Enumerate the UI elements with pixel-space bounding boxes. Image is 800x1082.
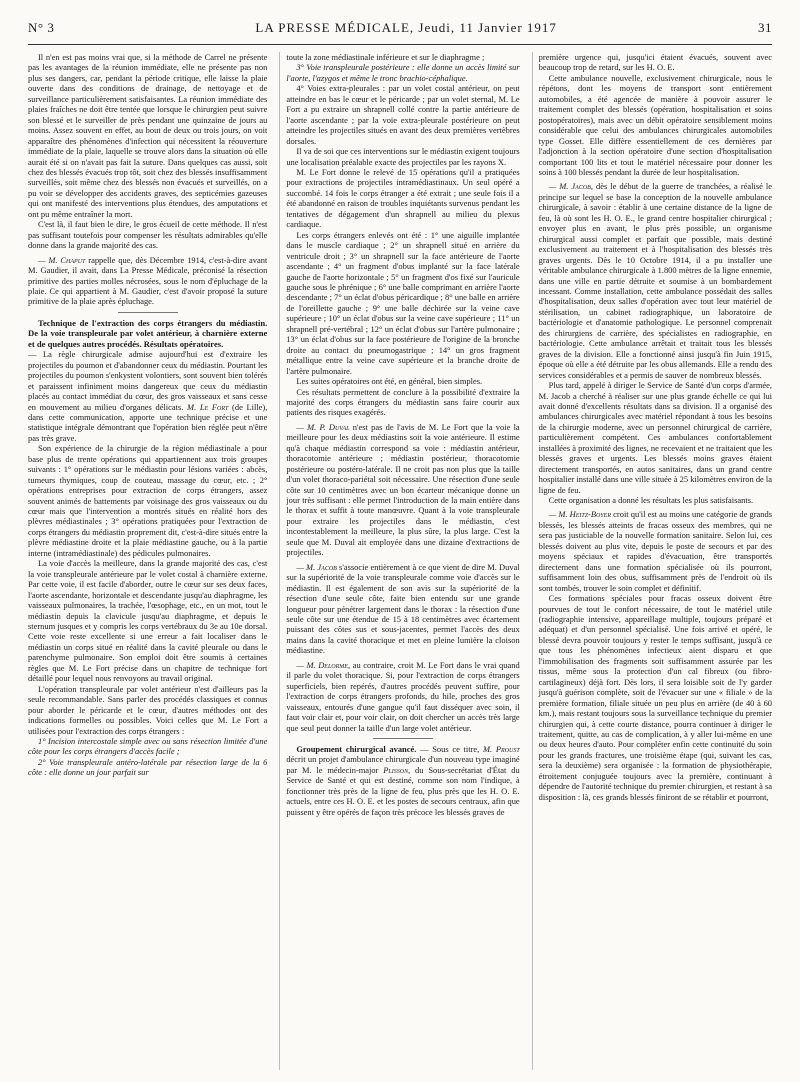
paragraph: Son expérience de la chirurgie de la région médiastinale a pour base plus de trente opérations qui appartiennent aux trois groupes suivants : 1° opérations sur le médiastin pour lésions variées : abcès, tumeurs thymiques, coup de couteau, massage du cœur, etc. ; 2° opérations entreprises pour extraction de corps étrangers, assez souvent animés de battements par voisinage des gros vaisseaux ou du cœur mais que l'intervention a montrés situés en réalité hors des plèvres médiastinales ; 3° opérations pratiquées pour l'extraction de corps étrangers du médiastin proprement dit, c'est-à-dire situés entre la plèvre médiastine droite et la plaie médiastine gauche, ou à la partie interne (intramédiastinale) des pédicules pulmonaires. bbox=[28, 443, 268, 558]
paragraph: Les corps étrangers enlevés ont été : 1° une aiguille implantée dans le muscle cardiaque ; 2° un shrapnell situé en arrière du ventricule droit ; 3° un shrapnell sur la face antérieure de l'aorte ascendante ; 4° un fragment d'obus implanté sur la face latérale gauche de l'aorte horizontale ; 5° un fragment d'os fixé sur l'auricule gauche sous le phrénique ; 6° une balle comprimant en arrière l'aorte descendante ; 7° un éclat d'obus péricardique ; 8° une balle en arrière de l'oreillette gauche ; 9° une balle déchirée sur la veine cave supérieure ; 10° un éclat d'obus sur la veine cave supérieure ; 11° un shrapnell pré-vertébral ; 12° un éclat d'obus sur l'artère pulmonaire ; 13° un éclat d'obus sur la face postérieure de l'origine de la bronche droite au contact du pneumogastrique ; 14° un gros fragment métallique entre la veine cave supérieure et la branche droite de l'artère pulmonaire. bbox=[286, 229, 520, 376]
speaker-name: — M. Heitz-Boyer bbox=[548, 509, 612, 520]
section-divider bbox=[373, 738, 433, 739]
paragraph: première urgence qui, jusqu'ici étaient évacués, souvent avec beaucoup trop de retard, sur les H. O. E. bbox=[538, 52, 773, 73]
speaker-name: — M. Chaput bbox=[38, 254, 86, 265]
list-item: 3° Voie transpleurale postérieure : elle donne un accès limité sur l'aorte, l'azygos et même le tronc brachio-céphalique. bbox=[286, 62, 520, 83]
column-2 bbox=[279, 52, 519, 1070]
section-heading bbox=[28, 318, 267, 349]
speaker-name: — M. Delorme, bbox=[296, 659, 351, 670]
paragraph-text: — Sous ce titre, bbox=[416, 744, 483, 754]
paragraph: Ces formations spéciales pour fracas osseux doivent être pourvues de tout le confort nécessaire, de tout le matériel utile (radiographie intensive, appareillage multiple, toujours préparé et adéquat) et d'un personnel spécialisé. Une fois arrivé et opéré, le blessé devra pouvoir toujours y rester le temps suffisant, jusqu'à ce que tous les phénomènes infectieux aient disparu et que l'immobilisation des fragments soit suffisamment assurée par les tissus, même sous la protection d'un cal fibreux (ou fibro-cartilagineux) déjà fort. Dès lors, il sera loisible soit de l'y garder jusqu'à guérison complète, soit de l'évacuer sur une « filiale » de la première formation, filiale située un peu plus en arrière (de 40 à 60 km.), mais restant toujours sous la surveillance technique du premier chirurgien qui, à cette courte distance, pourra continuer à diriger le traitement, quitte, au cas de complication, à y aller lui-même en une ou deux heures d'auto. Pour compléter enfin cette continuité du soin pour les grands fractures, une troisième étape (qui, suivant les cas, sera la deuxième) sera organisée : la formation de physiothérapie, étroitement conjuguée toujours avec la première, continuant à dépendre de l'autorité technique du premier chirurgien, et restant à sa disposition : là, ces grands blessés finiront de se rétablir et pourront, bbox=[538, 593, 773, 802]
paragraph-text: n'est pas de l'avis de M. Le Fort que la voie la meilleure pour les deux médiastins soit la voie antérieure. Il estime qu'à chaque médiastin correspond sa voie : médiastin antérieur, thoracotomie antérieure ; médiastin postérieur, thoracotomie postérieure ou postéro-latérale. Il ne croit pas non plus que la taille d'un volet thoraco-pariétal soit nécessaire. Une résection d'une seule côte sur 10 centimètres avec un bon écarteur mécanique donne un jour très suffisant : elle permet l'introduction de la main entière dans le thorax et suffit à toute manœuvre. Quant à la voie transpleurale pour extraire les projectiles dans le médiastin, c'est incontestablement la meilleure, la plus sûre, la plus large. C'est la seule que M. Duval ait employée dans une dizaine d'extractions de projectiles. bbox=[286, 421, 520, 558]
paragraph: Ces résultats permettent de conclure à la possibilité d'extraire la majorité des corps étrangers du médiastin sans faire courir aux patients des risques exagérés. bbox=[286, 386, 520, 418]
page-header bbox=[28, 20, 772, 42]
paragraph bbox=[28, 349, 267, 443]
heading-text: Technique de l'extraction des corps étrangers du médiastin. De la voie transpleurale par volet antérieur, à charnière externe et de quelques autres procédés. Résultats opératoires. bbox=[28, 317, 268, 349]
list-item: 2° Voie transpleurale antéro-latérale par résection large de la 6 côte : elle donne un jour parfait sur bbox=[28, 756, 268, 778]
list-item: 4° Voies extra-pleurales : par un volet costal antérieur, on peut atteindre en bas le cœur et le péricarde ; par un volet sternal, M. Le Fort a pu extraire un shrapnell collé contre la partie antérieure de l'aorte ascendante ; par la voie extra-pleurale postérieure on peut atteindre les projectiles situés en avant des deux premières vertèbres dorsales. bbox=[286, 83, 520, 146]
paragraph: La voie d'accès la meilleure, dans la grande majorité des cas, c'est la voie transpleurale antérieure par le volet costal à charnière externe. Par cette voie, il est facile d'aborder, outre le cœur sur ses deux faces, l'aorte ascendante, horizontale et descendante jusqu'au diaphragme, les vaisseaux pulmonaires, la trachée, l'œsophage, etc., en un mot, tout le médiastin depuis la clavicule jusqu'au diaphragme, et depuis le sternum jusques et y compris les corps vertébraux du 3e au 10e dorsal. Cette voie reste excellente si une erreur a fait localiser dans le médiastin un corps situé en réalité dans la cavité pleurale ou dans le parenchyme pulmonaire. Son emploi doit être soumis à certaines règles que M. Le Fort précise dans un chapitre de technique fort détaillé pour lequel nous renvoyons au travail original. bbox=[28, 558, 268, 684]
speaker-name: — M. Jacob bbox=[296, 561, 337, 572]
speaker-name: — M. P. Duval bbox=[296, 421, 350, 432]
paragraph: C'est là, il faut bien le dire, le gros écueil de cette méthode. Il n'est pas suffisant toutefois pour compenser les résultats admirables qu'elle donne dans la grande majorité des cas. bbox=[28, 219, 268, 251]
column-1 bbox=[28, 52, 267, 1070]
paragraph-text: — La règle chirurgicale admise aujourd'hui est d'extraire les projectiles du poumon et d'abandonner ceux du médiastin. Pourtant les projectiles du poumon s'enkystent volontiers, sont souvent bien tolérés et paraissent infiniment moins dangereux que ceux du médiastin placés au contact immédiat du cœur, des gros vaisseaux et sans cesse en mouvement au milieu d'organes délicats. bbox=[28, 349, 268, 412]
speaker-name: Plisson bbox=[383, 764, 409, 775]
paragraph-text: dès le début de la guerre de tranchées, a réalisé le principe sur lequel se base la conception de la nouvelle ambulance chirurgicale, à savoir : établir à une certaine distance de la ligne de feu, là où sont les H. O. E., le grand centre hospitalier chirurgical ; envoyer plus en avant, le plus près possible, un organisme chirurgical aussi complet et parfait que possible, mais destiné exclusivement au traitement et à l'hospitalisation des blessés très graves urgents. Dès le 10 Octobre 1914, il a pu installer une véritable ambulance chirurgicale à 1.800 mètres de la ligne ennemie, dans une ville en partie détruite et soumise à un bombardement incessant. Comme installation, cette ambulance possédait des salles d'hospitalisation, deux salles d'opération avec tout leur matériel de stérilisation, un cabinet radiographique, un laboratoire de bactériologie et d'anatomie pathologique. Le personnel comprenait des chirurgiens de carrière, des spécialistes en radiographie, en bactériologie. Cette ambulance arrêtait et traitait tous les blessés graves de la division. Elle a fonctionné ainsi jusqu'à fin Juin 1915, époque où elle a été détruite par les obus allemands. Elle a rendu des services considérables et a permis de sauver de nombreux blessés. bbox=[538, 181, 773, 380]
paragraph: Il n'en est pas moins vrai que, si la méthode de Carrel ne présente pas les avantages de la réunion immédiate, elle ne présente pas non plus ses dangers, car, pendant la période critique, elle laisse la plaie ouverte dans des conditions de drainage, de nettoyage et de surveillance particulièrement satisfaisantes. La réunion immédiate des plaies fraîches ne doit être tentée que lorsque le chirurgien peut suivre son blessé et le surveiller de près pendant une quinzaine de jours au moins. Assez souvent en effet, au bout de deux ou trois jours, on voit apparaître des phénomènes d'infection qui nécessitent la réouverture immédiate de la plaie, laquelle se trouve alors dans la situation où elle aurait été si on n'avait pas fait la suture. Dans quelques cas aussi, soit chez des blessés évacués trop tôt, soit chez des blessés insuffisamment surveillés, soit même chez des blessés non évacués et surveillés, on a pu voir se développer des accidents graves, des septicémies gazeuses qui ont manifesté des interventions plus étendues, des amputations et ont pu même entraîner la mort. bbox=[28, 52, 268, 219]
paragraph-text: décrit un projet d'ambulance chirurgicale d'un nouveau type imaginé par M. le médecin-major bbox=[286, 754, 520, 775]
paragraph-text: au contraire, croit M. Le Fort dans le vrai quand il parle du volet thoracique. Si, pour l'extraction de corps étrangers superficiels, bien repérés, d'autres procédés peuvent suffire, pour l'extraction de corps étrangers profonds, du hile, proches des gros vaisseaux, entourés d'une gangue qu'il faut disséquer avec soin, il faut voir clair et, pour voir clair, on doit chercher un accès très large que seul peut donner la taille d'un large volet antérieur. bbox=[286, 659, 520, 733]
header-rule bbox=[28, 44, 772, 45]
speaker-name: M. Le Fort bbox=[187, 401, 229, 412]
speaker-name: M. Proust bbox=[482, 744, 520, 754]
paragraph bbox=[286, 562, 519, 656]
column-3 bbox=[532, 52, 772, 1070]
paragraph bbox=[28, 255, 267, 307]
paragraph bbox=[539, 509, 772, 593]
paragraph bbox=[539, 181, 772, 380]
paragraph bbox=[286, 660, 519, 733]
page-number: 31 bbox=[757, 20, 772, 35]
issue-number: N° 3 bbox=[28, 20, 55, 35]
paragraph-text: croit qu'il est au moins une catégorie de grands blessés, les blessés atteints de fracas osseux des membres, qui ne sera pas justiciable de la nouvelle formation sanitaire. Selon lui, ces blessés doivent au plus vite, depuis le poste de secours et par des moyens spéciaux et rapides d'évacuation, être transportés directement dans une formation spécialisée où ils pourront, suffisamment loin des obus, suffisamment près de l'endroit où ils sont tombés, trouver le soin complet et définitif. bbox=[538, 509, 773, 593]
paragraph-text: s'associe entièrement à ce que vient de dire M. Duval sur la supériorité de la voie transpleurale comme voie d'accès sur le médiastin. Il est également de son avis sur la supériorité de la résection d'une seule côte, faite bien entendu sur une grande longueur pour pénétrer largement dans le thorax : la résection d'une seule côte sur une étendue de 15 à 18 centimètres avec écartement puissant des côtes sus et sous-jacentes, permet l'accès des deux mains dans la cavité thoracique et met en pleine lumière la cloison médiastine. bbox=[286, 561, 520, 656]
paragraph bbox=[286, 744, 519, 817]
speaker-name: — M. Jacob, bbox=[548, 181, 593, 192]
paragraph: Plus tard, appelé à diriger le Service de Santé d'un corps d'armée, M. Jacob a cherché à réaliser sur une plus grande échelle ce qui lui avait donné d'excellents résultats dans sa division. Il a organisé des ambulances chirurgicales avec matériel répondant à tous les besoins de la chirurgie moderne, avec un personnel chirurgical de carrière, particulièrement compétent. Ces ambulances confortablement installées à proximité des lignes, ne recevaient et ne traitaient que les blessés graves et urgents. Les blessés moins graves étaient directement transportés, en autos sanitaires, dans un grand centre hospitalier installé dans une ville située à 25 kilomètres environ de la ligne de feu. bbox=[538, 380, 773, 495]
paragraph-text: , du Sous-secrétariat d'État du Service de Santé et qui est destiné, comme son nom l'indique, à fonctionner très près de la ligne de feu, plus près que les H. O. E. actuels, entre ces H. O. E. et les postes de secours centraux, afin que puissent y être opérés de façon très précoce les blessés graves de bbox=[286, 764, 520, 817]
paragraph: toute la zone médiastinale inférieure et sur le diaphragme ; bbox=[286, 52, 485, 62]
section-divider bbox=[118, 312, 178, 313]
paragraph bbox=[286, 422, 519, 558]
paragraph: L'opération transpleurale par volet antérieur n'est d'ailleurs pas la seule recommandable. Sans parler des procédés classiques et connus pour aborder le péricarde et le cœur, d'autres méthodes ont des indications formelles ou possibles. Voici celles que M. Le Fort a utilisées pour l'extraction des corps étrangers : bbox=[28, 683, 268, 736]
paragraph: M. Le Fort donne le relevé de 15 opérations qu'il a pratiquées pour extractions de projectiles intramédiastinaux. Un seul opéré a succombé. 14 fois le corps étranger a été extrait ; une seule fois il a été abandonné en raison de troubles inquiétants survenus pendant les tentatives de dégagement d'un shrapnell au milieu du plexus cardiaque. bbox=[286, 166, 520, 230]
paragraph: Il va de soi que ces interventions sur le médiastin exigent toujours une localisation préalable exacte des projectiles par les rayons X. bbox=[286, 146, 520, 167]
list-item: 1° Incision intercostale simple avec ou sans résection limitée d'une côte pour les corps étrangers d'accès facile ; bbox=[28, 736, 268, 757]
journal-title: LA PRESSE MÉDICALE, Jeudi, 11 Janvier 1917 bbox=[255, 20, 557, 35]
paragraph: Cette ambulance nouvelle, exclusivement chirurgicale, nous le répétons, dont les moyens de transport sont entièrement automobiles, a été agencée de manière à pouvoir assurer le traitement complet des blessés (opération, hospitalisation et soins postopératoires), mais avec un débit opératoire sensiblement moins considérable que celui des ambulances chirurgicales automobiles type Gosset. Elle diffère essentiellement de ces dernières par l'adjonction à la section opératoire d'une section d'hospitalisation comportant 100 lits et tout le matériel nécessaire pour donner les soins à 100 blessés pendant la durée de leur hospitalisation. bbox=[538, 72, 773, 177]
paragraph-text: (de Lille), dans cette communication, apporte une technique précise et une statistique intégrale démontrant que l'opération bien réglée peut n'être pas très grave. bbox=[28, 401, 268, 443]
section-heading: Groupement chirurgical avancé. bbox=[296, 744, 417, 754]
paragraph: Cette organisation a donné les résultats les plus satisfaisants. bbox=[548, 495, 754, 506]
paragraph-text: rappelle que, dès Décembre 1914, c'est-à-dire avant M. Gaudier, il avait, dans La Presse Médicale, préconisé la résection primitive des parties molles nécrosées, sous le nom d'épluchage de la plaie. Ce qui appartient à M. Gaudier, c'est d'avoir proposé la suture primitive de la plaie après épluchage. bbox=[28, 254, 268, 307]
text-columns bbox=[28, 52, 772, 1070]
paragraph: Les suites opératoires ont été, en général, bien simples. bbox=[296, 376, 483, 387]
